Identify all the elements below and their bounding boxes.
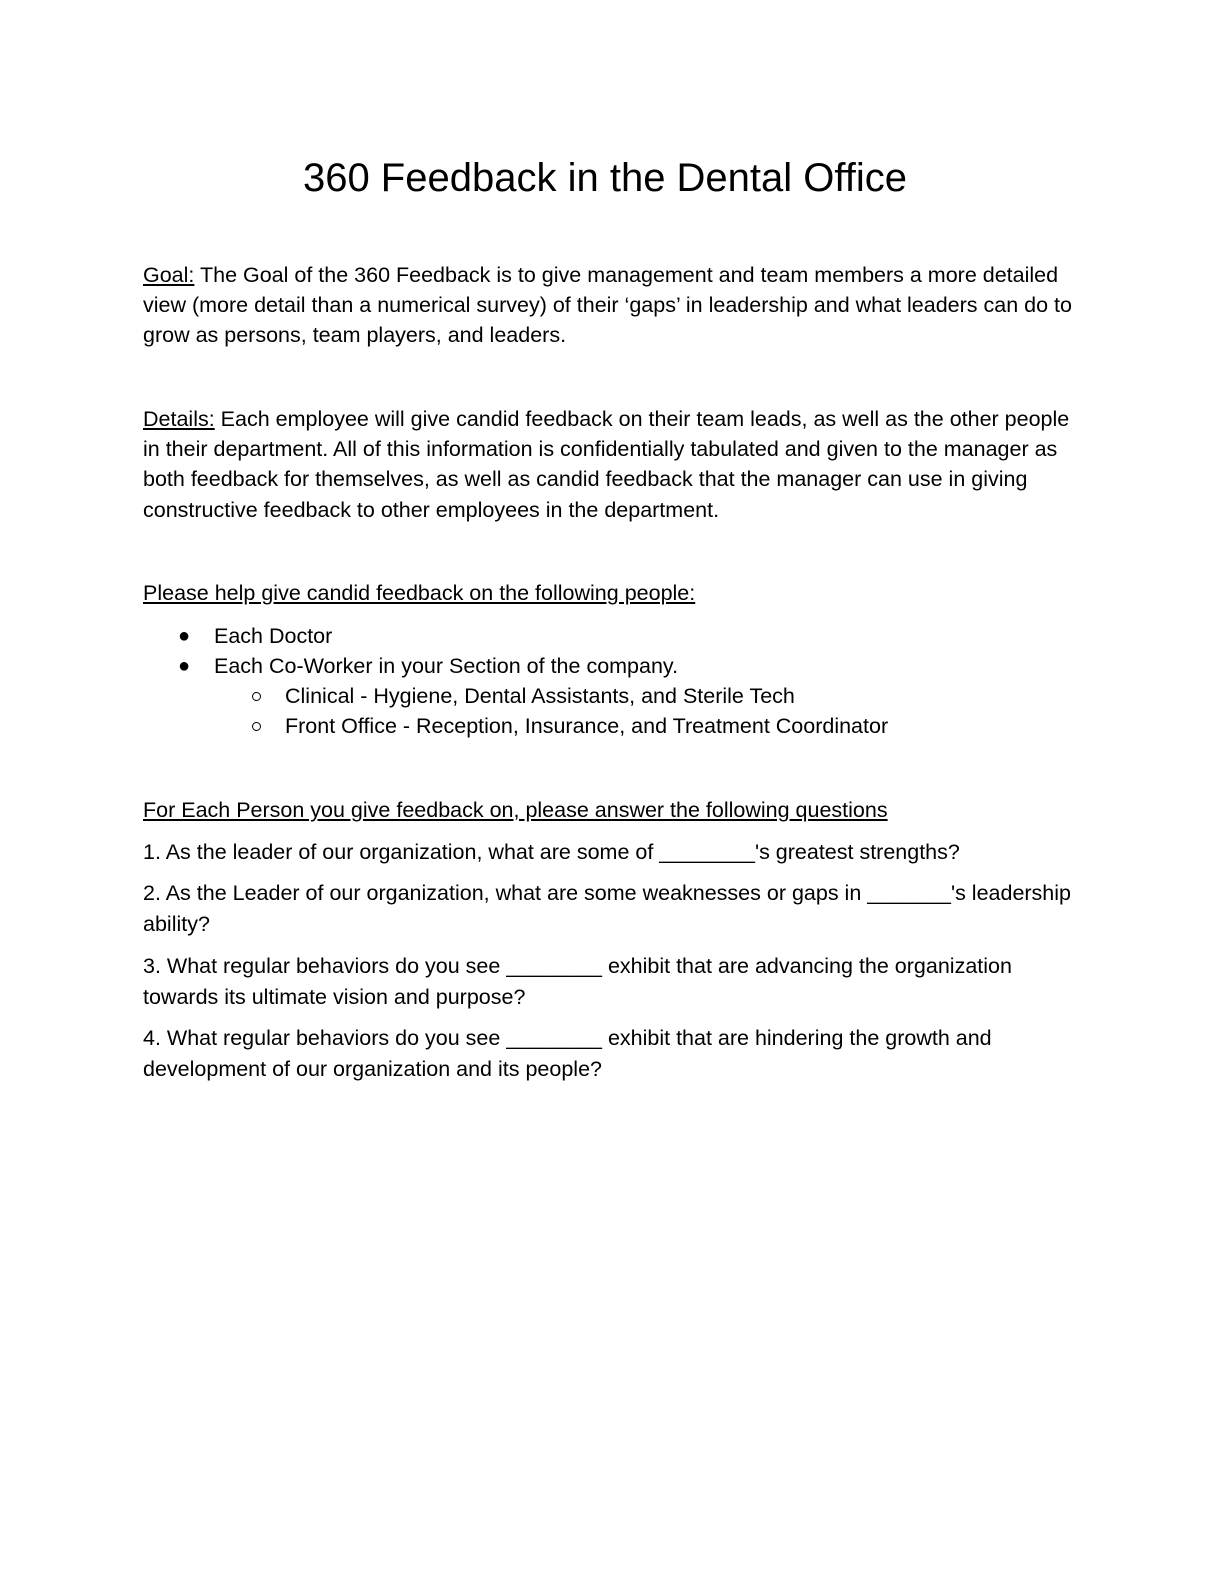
questions-heading: For Each Person you give feedback on, please answer the following questions: [143, 798, 888, 822]
people-heading: Please help give candid feedback on the following people:: [143, 581, 696, 605]
list-item: Each Co-Worker in your Section of the company.: [214, 654, 679, 678]
question-item: 2. As the Leader of our organization, what are some weaknesses or gaps in _______'s leadership ability?: [143, 881, 1071, 936]
hollow-bullet-icon: [252, 722, 261, 731]
goal-text: The Goal of the 360 Feedback is to give management and team members a more detailed view (more detail than a numerical survey) of their ‘gaps’ in leadership and what leaders can do to grow as persons, team players, and leaders.: [143, 263, 1072, 348]
details-paragraph: [143, 404, 1083, 525]
details-label: Details:: [143, 407, 215, 431]
details-text: Each employee will give candid feedback on their team leads, as well as the other people in their department. All of this information is confidentially tabulated and given to the manager as both feedback for themselves, as well as candid feedback that the manager can use in giving constructive feedback to other employees in the department.: [143, 407, 1070, 522]
bullet-dot-icon: ●: [178, 625, 191, 647]
document-title: 360 Feedback in the Dental Office: [302, 156, 908, 200]
goal-paragraph: [143, 260, 1083, 351]
goal-label: Goal:: [143, 263, 195, 287]
sublist-item: Front Office - Reception, Insurance, and Treatment Coordinator: [285, 714, 889, 738]
question-item: 3. What regular behaviors do you see ________ exhibit that are advancing the organization towards its ultimate vision and purpose?: [143, 954, 1012, 1009]
list-item: Each Doctor: [214, 624, 333, 648]
question-item: 4. What regular behaviors do you see ________ exhibit that are hindering the growth and development of our organization and its people?: [143, 1026, 992, 1081]
bullet-dot-icon: ●: [178, 655, 191, 677]
sublist-item: Clinical - Hygiene, Dental Assistants, and Sterile Tech: [285, 684, 795, 708]
hollow-bullet-icon: [252, 692, 261, 701]
question-item: 1. As the leader of our organization, what are some of ________'s greatest strengths?: [143, 840, 960, 864]
